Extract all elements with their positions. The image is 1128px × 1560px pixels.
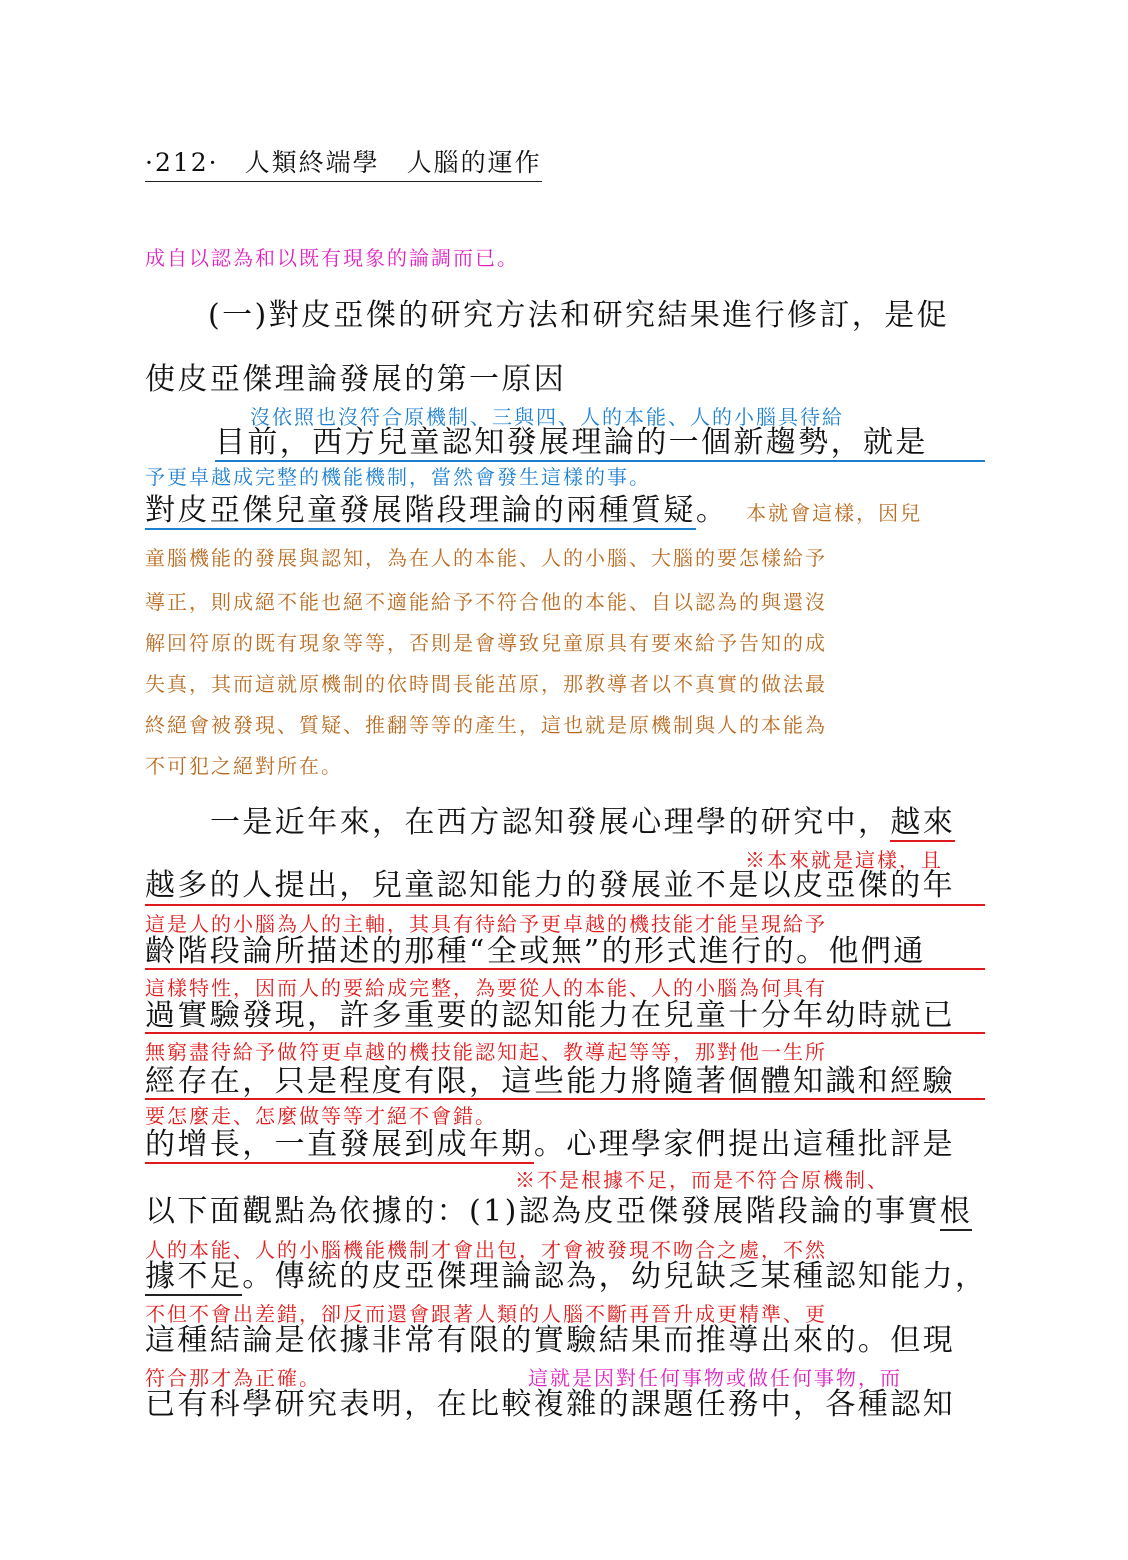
annotation-line: 這是人的小腦為人的主軸，其具有待給予更卓越的機技能才能呈現給予 xyxy=(145,912,827,936)
underlined-phrase: 對皮亞傑兒童發展階段理論的兩種質疑 xyxy=(145,493,696,528)
body-line xyxy=(210,805,955,841)
annotation-line: 這就是因對任何事物或做任何事物，而 xyxy=(528,1366,902,1390)
body-line: 經存在，只是程度有限，這些能力將隨著個體知識和經驗 xyxy=(145,1064,955,1099)
body-text: 。心理學家們提出這種批評是 xyxy=(533,1127,956,1162)
annotation-inline: 本就會這樣，因兒 xyxy=(746,501,923,525)
annotation-line: 沒依照也沒符合原機制、三與四、人的本能、人的小腦具待給 xyxy=(250,405,844,429)
annotation-line: 失真，其而這就原機制的依時間長能茁原，那教導者以不真實的做法最 xyxy=(145,672,827,696)
annotation-line: 這樣特性，因而人的要給成完整，為要從人的本能、人的小腦為何具有 xyxy=(145,976,827,1000)
page-number: ·212· xyxy=(145,148,219,177)
book-title: 人類終端學 人腦的運作 xyxy=(244,148,542,177)
body-line: 這種結論是依據非常有限的實驗結果而推導出來的。但現 xyxy=(145,1323,955,1358)
annotation-line: 不可犯之絕對所在。 xyxy=(145,754,343,778)
body-text: 以下面觀點為依據的：(1)認為皮亞傑發展階段論的事實 xyxy=(145,1194,940,1229)
underline xyxy=(145,1032,985,1034)
section-heading: (一)對皮亞傑的研究方法和研究結果進行修訂，是促 xyxy=(208,298,950,333)
underlined-phrase: 據不足 xyxy=(145,1259,243,1294)
underlined-phrase: 根 xyxy=(939,1194,973,1229)
annotation-line: 導正，則成絕不能也絕不適能給予不符合他的本能、自以認為的與還沒 xyxy=(145,590,827,614)
underlined-phrase: 的增長，一直發展到成年期 xyxy=(145,1127,534,1162)
underline xyxy=(145,1098,985,1100)
annotation-line: ※本來就是這樣，且 xyxy=(745,848,943,872)
body-line: 齡階段論所描述的那種“全或無”的形式進行的。他們通 xyxy=(145,934,926,969)
annotation-line: 成自以認為和以既有現象的論調而已。 xyxy=(145,246,519,270)
punctuation: 。 xyxy=(695,493,729,528)
body-line: 已有科學研究表明，在比較複雜的課題任務中，各種認知 xyxy=(145,1387,955,1422)
annotation-line: ※不是根據不足，而是不符合原機制、 xyxy=(515,1168,889,1192)
underlined-phrase: 越來 xyxy=(890,805,956,840)
annotation-line: 人的本能、人的小腦機能機制才會出包，才會被發現不吻合之處，不然 xyxy=(145,1238,827,1262)
body-line xyxy=(145,1194,972,1230)
body-text: 。傳統的皮亞傑理論認為，幼兒缺乏某種認知能力， xyxy=(242,1259,988,1294)
annotation-line: 予更卓越成完整的機能機制，當然會發生這樣的事。 xyxy=(145,465,651,489)
body-text: 一是近年來，在西方認知發展心理學的研究中， xyxy=(210,805,891,840)
annotation-line: 終絕會被發現、質疑、推翻等等的產生，這也就是原機制與人的本能為 xyxy=(145,713,827,737)
running-header xyxy=(145,143,542,182)
body-line xyxy=(145,1259,987,1295)
annotation-line: 不但不會出差錯，卻反而還會跟著人類的人腦不斷再晉升成更精準、更 xyxy=(145,1302,827,1326)
body-line: 過實驗發現，許多重要的認知能力在兒童十分年幼時就已 xyxy=(145,998,955,1033)
underline xyxy=(215,460,985,462)
body-line xyxy=(145,1127,955,1163)
body-line: 越多的人提出，兒童認知能力的發展並不是以皮亞傑的年 xyxy=(145,868,955,903)
annotation-line: 符合那才為正確。 xyxy=(145,1366,321,1390)
annotation-line: 解回符原的既有現象等等，否則是會導致兒童原具有要來給予告知的成 xyxy=(145,631,827,655)
underline xyxy=(145,904,985,906)
section-heading-cont: 使皮亞傑理論發展的第一原因 xyxy=(145,362,567,397)
annotation-line: 無窮盡待給予做符更卓越的機技能認知起、教導起等等，那對他一生所 xyxy=(145,1040,827,1064)
underline xyxy=(145,968,985,970)
annotation-line: 要怎麼走、怎麼做等等才絕不會錯。 xyxy=(145,1104,497,1128)
annotation-line: 童腦機能的發展與認知，為在人的本能、人的小腦、大腦的要怎樣給予 xyxy=(145,546,827,570)
body-line xyxy=(145,493,922,529)
body-line: 目前，西方兒童認知發展理論的一個新趨勢，就是 xyxy=(215,425,928,460)
